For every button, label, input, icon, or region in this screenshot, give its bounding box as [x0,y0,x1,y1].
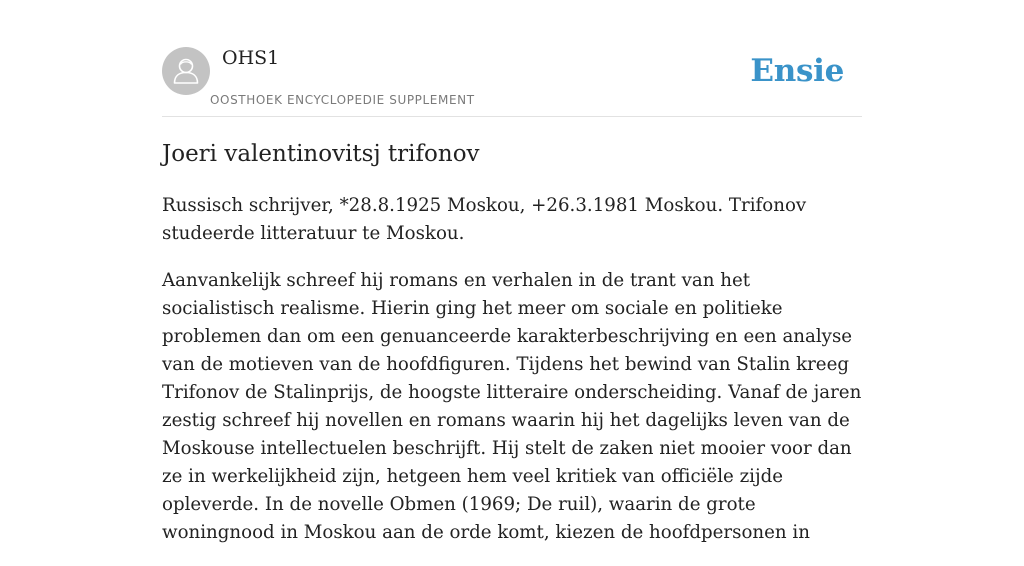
article-paragraph: Aanvankelijk schreef hij romans en verhalen in de trant van het socialistisch realisme. Hierin ging het meer om sociale en politieke problemen dan om een genuanceerde karakterbeschrijving en een analyse van de motieven van de hoofdfiguren. Tijdens het bewind van Stalin kreeg Trifonov de Stalinprijs, de hoogste litteraire onderscheiding. Vanaf de jaren zestig schreef hij novellen en romans waarin hij het dagelijks leven van de Moskouse intellectuelen beschrijft. Hij stelt de zaken niet mooier voor dan ze in werkelijkheid zijn, hetgeen hem veel kritiek van officiële zijde opleverde. In de novelle Obmen (1969; De ruil), waarin de grote woningnood in Moskou aan de orde komt, kiezen de hoofdpersonen in [162,270,862,543]
article-body [162,192,864,566]
brand-logo[interactable]: Ensie [750,53,844,89]
article-title: Joeri valentinovitsj trifonov [162,141,480,167]
article-paragraph: Russisch schrijver, *28.8.1925 Moskou, +26.3.1981 Moskou. Trifonov studeerde litteratuur te Moskou. [162,195,807,244]
source-name-link[interactable]: OOSTHOEK ENCYCLOPEDIE SUPPLEMENT [210,93,475,107]
source-code-link[interactable]: OHS1 [222,47,280,69]
source-header [162,46,862,117]
user-icon[interactable] [162,47,210,95]
